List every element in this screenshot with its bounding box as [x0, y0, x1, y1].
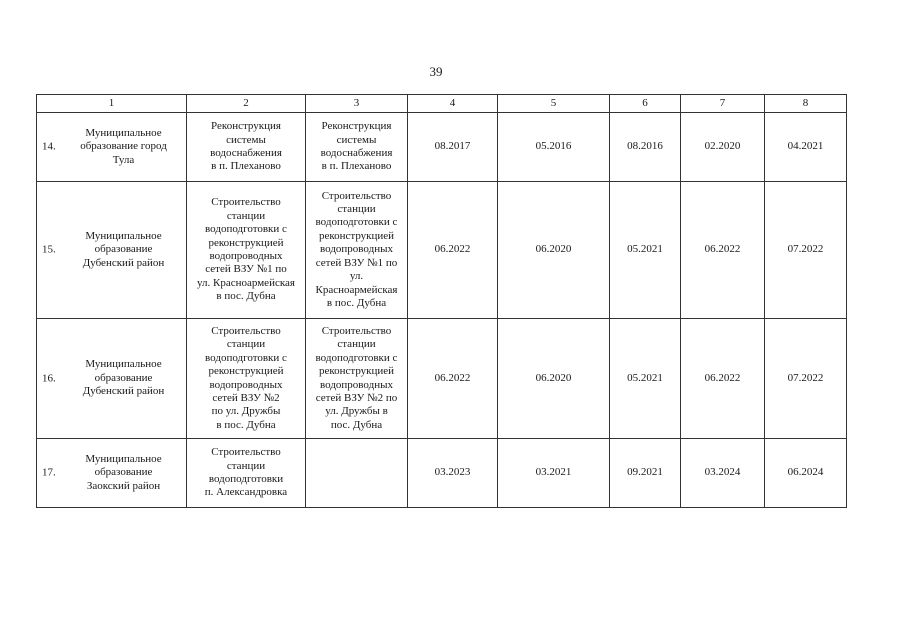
project-cell: Строительство станции водоподготовки с реконструкцией водопроводных сетей ВЗУ №2 по ул. Дружбы в пос. Дубна: [315, 324, 398, 431]
table-row: [37, 319, 847, 439]
column-header: 3: [306, 95, 408, 113]
column-header: 7: [681, 95, 765, 113]
row-number: 16.: [42, 371, 56, 384]
municipality-cell: [37, 319, 187, 439]
date-cell: 05.2021: [610, 182, 681, 319]
date-cell: 06.2022: [681, 182, 765, 319]
municipality-name: Муниципальное образование Заокский район: [85, 452, 162, 492]
project-cell: Строительство станции водоподготовки п. Александровка: [204, 446, 288, 499]
date-cell: 03.2021: [498, 439, 610, 508]
row-number: 14.: [42, 140, 56, 153]
date-cell: 06.2022: [408, 319, 498, 439]
column-header: 6: [610, 95, 681, 113]
row-number: 15.: [42, 243, 56, 256]
page-number: 39: [429, 64, 443, 79]
column-header: 8: [765, 95, 847, 113]
municipality-cell: [37, 182, 187, 319]
date-cell: 07.2022: [765, 182, 847, 319]
date-cell: 07.2022: [765, 319, 847, 439]
table-row: [37, 439, 847, 508]
column-header: 1: [37, 95, 187, 113]
row-number: 17.: [42, 466, 56, 479]
date-cell: 03.2024: [681, 439, 765, 508]
project-cell: Строительство станции водоподготовки с реконструкцией водопроводных сетей ВЗУ №1 по ул. Красноармейская в пос. Дубна: [197, 196, 295, 303]
date-cell: 05.2021: [610, 319, 681, 439]
date-cell: 05.2016: [498, 113, 610, 182]
municipality-cell: [37, 113, 187, 182]
date-cell: 04.2021: [765, 113, 847, 182]
project-cell: Строительство станции водоподготовки с реконструкцией водопроводных сетей ВЗУ №2 по ул. Дружбы в пос. Дубна: [205, 324, 287, 431]
date-cell: 06.2024: [765, 439, 847, 508]
column-header: 5: [498, 95, 610, 113]
project-cell: Реконструкция системы водоснабжения в п. Плеханово: [210, 120, 282, 173]
date-cell: 06.2022: [681, 319, 765, 439]
table-row: [37, 113, 847, 182]
municipality-name: Муниципальное образование город Тула: [80, 126, 167, 166]
project-cell: Строительство станции водоподготовки с реконструкцией водопроводных сетей ВЗУ №1 по ул. Красноармейская в пос. Дубна: [315, 189, 398, 309]
municipality-cell: [37, 439, 187, 508]
column-header: 4: [408, 95, 498, 113]
date-cell: 09.2021: [610, 439, 681, 508]
date-cell: 06.2020: [498, 182, 610, 319]
municipality-name: Муниципальное образование Дубенский район: [82, 229, 165, 269]
date-cell: 08.2016: [610, 113, 681, 182]
date-cell: 03.2023: [408, 439, 498, 508]
table-header-row: [37, 95, 847, 113]
date-cell: 08.2017: [408, 113, 498, 182]
column-header: 2: [187, 95, 306, 113]
project-cell: Реконструкция системы водоснабжения в п. Плеханово: [320, 120, 393, 173]
date-cell: 06.2020: [498, 319, 610, 439]
municipality-name: Муниципальное образование Дубенский район: [82, 358, 165, 398]
schedule-table: [36, 94, 847, 508]
date-cell: 06.2022: [408, 182, 498, 319]
date-cell: 02.2020: [681, 113, 765, 182]
table-row: [37, 182, 847, 319]
